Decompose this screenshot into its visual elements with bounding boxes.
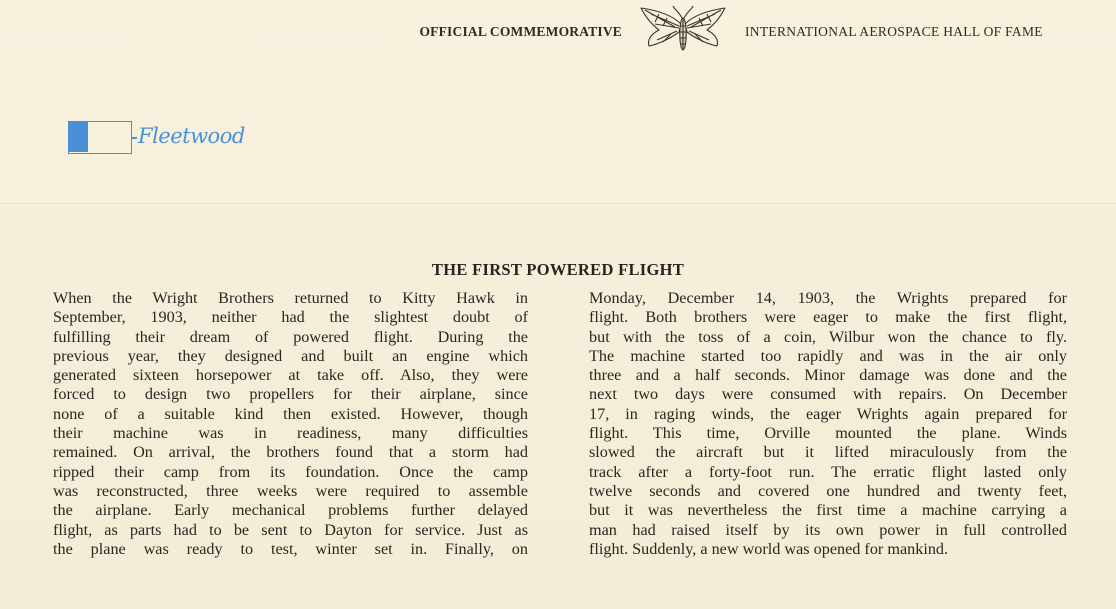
article-line: September, 1903, neither had the slightest doubt of <box>53 308 528 327</box>
article-line: flight. This time, Orville mounted the plane. Winds <box>589 424 1067 443</box>
article-line: The machine started too rapidly and was in the air only <box>589 346 1067 365</box>
article-line: was reconstructed, three weeks were required to assemble <box>53 481 528 500</box>
article-column-right <box>589 289 1067 559</box>
article-line: Monday, December 14, 1903, the Wrights prepared for <box>589 289 1067 307</box>
header-hall-of-fame: INTERNATIONAL AEROSPACE HALL OF FAME <box>745 24 1043 39</box>
logo-rule <box>131 137 137 139</box>
article-line: flight. Suddenly, a new world was opened for mankind. <box>589 539 949 558</box>
article-line: but it was nevertheless the first time a machine carrying a <box>589 501 1067 520</box>
article-line: but with the toss of a coin, Wilbur won the chance to fly. <box>589 327 1067 346</box>
moth-icon <box>637 4 729 60</box>
article-line: remained. On arrival, the brothers found that a storm had <box>53 443 528 462</box>
article-line: forced to design two propellers for their airplane, since <box>53 385 528 404</box>
article-line: slowed the aircraft but it lifted miraculously from the <box>589 443 1067 462</box>
logo-wordmark: Fleetwood <box>138 124 245 148</box>
article-line: flight, as parts had to be sent to Dayton for service. Just as <box>53 520 528 539</box>
article-column-left <box>53 289 528 559</box>
article-line: next two days were consumed with repairs. On December <box>589 385 1067 404</box>
article-line: the airplane. Early mechanical problems further delayed <box>53 501 528 520</box>
article-line: their machine was in readiness, many difficulties <box>53 424 528 443</box>
article-line: track after a forty-foot run. The erratic flight lasted only <box>589 462 1067 481</box>
article-line: 17, in raging winds, the eager Wrights again prepared for <box>589 404 1067 423</box>
article-title: THE FIRST POWERED FLIGHT <box>431 260 685 279</box>
article-line: man had raised itself by its own power in full controlled <box>589 520 1067 539</box>
logo-box-mark <box>68 121 132 154</box>
article-line: When the Wright Brothers returned to Kitty Hawk in <box>53 289 528 307</box>
article-line: the plane was ready to test, winter set in. Finally, on <box>53 539 528 558</box>
article-line: previous year, they designed and built an engine which <box>53 346 528 365</box>
article-line: flight. Both brothers were eager to make the first flight, <box>589 308 1067 327</box>
article-line: three and a half seconds. Minor damage was done and the <box>589 366 1067 385</box>
article-line: ripped their camp from its foundation. Once the camp <box>53 462 528 481</box>
header-official-commemorative: OFFICIAL COMMEMORATIVE <box>419 24 622 39</box>
article-line: generated sixteen horsepower at take off. Also, they were <box>53 366 528 385</box>
fold-line <box>0 203 1116 204</box>
article-line: twelve seconds and covered one hundred and twenty feet, <box>589 481 1067 500</box>
article-line: fulfilling their dream of powered flight. During the <box>53 327 528 346</box>
article-line: none of a suitable kind then existed. However, though <box>53 404 528 423</box>
